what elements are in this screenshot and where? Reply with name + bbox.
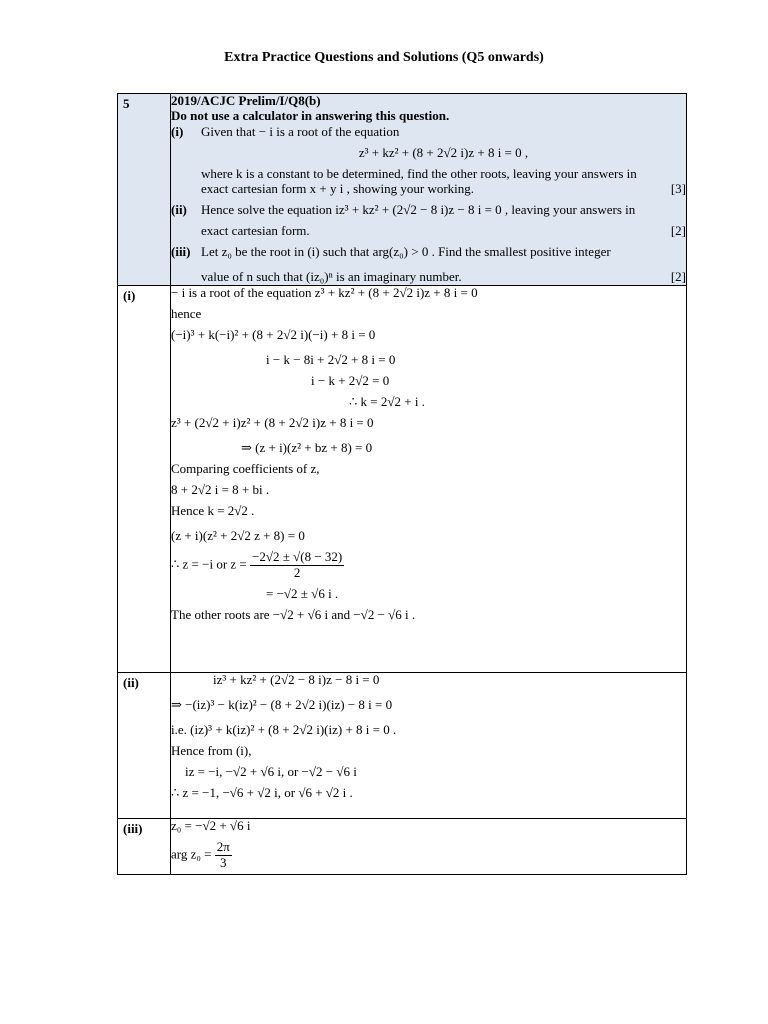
question-table (117, 93, 687, 875)
sol-i-line: Hence k = 2√2 . (171, 502, 255, 518)
sol-i-line: ⇒ (z + i)(z² + bz + 8) = 0 (241, 439, 373, 455)
part-ii-label: (ii) (171, 201, 187, 217)
question-source: 2019/ACJC Prelim/I/Q8(b) (171, 93, 321, 108)
solution-iii-body (171, 818, 687, 874)
solution-row-iii (118, 818, 687, 874)
question-part-ii (171, 203, 686, 239)
part-iii-line1: Let z₀ be the root in (i) such that arg(z₀) > 0 . Find the smallest positive integer (201, 243, 611, 259)
sol-i-fraction-denominator: 2 (293, 564, 301, 580)
question-number: 5 (118, 94, 171, 286)
sol-i-line: ∴ k = 2√2 + i . (349, 393, 425, 409)
sol-i-line: i − k + 2√2 = 0 (311, 372, 390, 388)
sol-ii-line: ⇒ −(iz)³ − k(iz)² − (8 + 2√2 i)(iz) − 8 i = 0 (171, 696, 393, 712)
part-ii-line1: Hence solve the equation iz³ + kz² + (2√2 − 8 i)z − 8 i = 0 , leaving your answers in (201, 201, 636, 217)
part-i-line3-row (201, 182, 686, 197)
part-ii-line2-row (201, 224, 686, 239)
sol-ii-line: i.e. (iz)³ + k(iz)² + (8 + 2√2 i)(iz) + 8 i = 0 . (171, 721, 397, 737)
sol-i-line: The other roots are −√2 + √6 i and −√2 − √6 i . (171, 606, 416, 622)
solution-i-body (171, 285, 687, 672)
question-part-i (171, 125, 686, 197)
sol-iii-fraction-denominator: 3 (220, 854, 227, 870)
part-i-line3: exact cartesian form x + y i , showing your working. (201, 181, 475, 196)
question-row (118, 94, 687, 286)
part-ii-line2: exact cartesian form. (201, 222, 310, 238)
sol-i-line: 8 + 2√2 i = 8 + bi . (171, 481, 270, 497)
solution-row-ii (118, 672, 687, 818)
part-i-line1: Given that − i is a root of the equation (201, 124, 400, 139)
part-iii-line2: value of n such that (iz₀)ⁿ is an imaginary number. (201, 268, 462, 284)
sol-iii-arg-fraction (215, 840, 232, 871)
part-iii-marks: [2] (670, 268, 686, 284)
sol-i-fraction-numerator: −2√2 ± √(8 − 32) (252, 548, 343, 564)
part-i-marks: [3] (670, 181, 686, 196)
part-i-label: (i) (171, 124, 184, 139)
sol-i-quadratic-row (171, 550, 686, 581)
sol-iii-arg-row (171, 840, 686, 871)
sol-i-line: (z + i)(z² + 2√2 z + 8) = 0 (171, 527, 305, 543)
question-part-iii (171, 245, 686, 285)
sol-iii-line: z₀ = −√2 + √6 i (171, 817, 251, 833)
question-text (171, 94, 687, 286)
sol-i-line: z³ + (2√2 + i)z² + (8 + 2√2 i)z + 8 i = 0 (171, 414, 374, 430)
sol-ii-line: iz³ + kz² + (2√2 − 8 i)z − 8 i = 0 (213, 671, 380, 687)
sol-i-line: hence (171, 305, 202, 321)
page-title: Extra Practice Questions and Solutions (Q5 onwards) (224, 50, 544, 65)
sol-iii-arg-prefix: arg z₀ = (171, 846, 212, 862)
sol-i-quadratic-fraction (250, 550, 344, 581)
solution-row-i (118, 285, 687, 672)
sol-ii-line: ∴ z = −1, −√6 + √2 i, or √6 + √2 i . (171, 784, 353, 800)
sol-iii-fraction-numerator: 2π (216, 838, 230, 854)
sol-ii-line: iz = −i, −√2 + √6 i, or −√2 − √6 i (185, 763, 357, 779)
part-i-line2: where k is a constant to be determined, find the other roots, leaving your answers in (201, 166, 637, 181)
part-i-equation: z³ + kz² + (8 + 2√2 i)z + 8 i = 0 , (358, 145, 529, 160)
sol-i-quadratic-prefix: ∴ z = −i or z = (171, 556, 247, 572)
sol-i-line: Comparing coefficients of z, (171, 460, 320, 476)
sol-i-line: i − k − 8i + 2√2 + 8 i = 0 (266, 351, 396, 367)
solution-ii-label: (ii) (118, 672, 171, 818)
sol-i-line: − i is a root of the equation z³ + kz² + (8 + 2√2 i)z + 8 i = 0 (171, 284, 478, 300)
sol-ii-line: Hence from (i), (171, 742, 252, 758)
part-iii-line2-row (201, 270, 686, 285)
sol-i-line: (−i)³ + k(−i)² + (8 + 2√2 i)(−i) + 8 i = 0 (171, 326, 376, 342)
question-instruction: Do not use a calculator in answering this question. (171, 108, 450, 123)
solution-iii-label: (iii) (118, 818, 171, 874)
sol-i-line: = −√2 ± √6 i . (266, 585, 339, 601)
part-ii-marks: [2] (670, 222, 686, 238)
solution-ii-body (171, 672, 687, 818)
solution-i-label: (i) (118, 285, 171, 672)
part-iii-label: (iii) (171, 243, 191, 259)
